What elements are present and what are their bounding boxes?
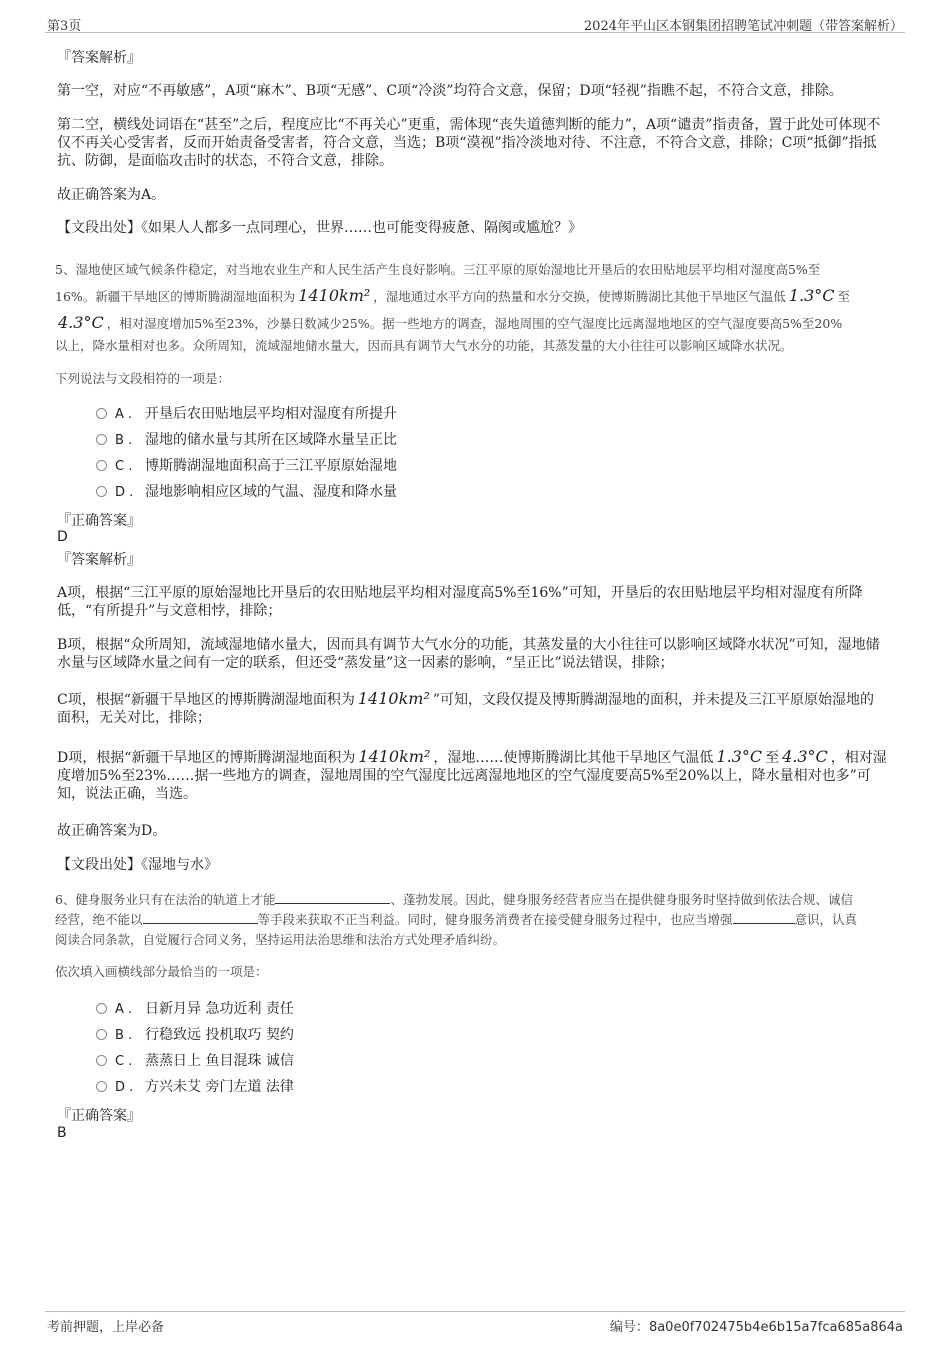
- document-title: 2024年平山区本钢集团招聘笔试冲刺题（带答案解析）: [583, 19, 903, 34]
- q5-explain-a: A项，根据“三江平原的原始湿地比开垦后的农田贴地层平均相对湿度高5%至16%”可知，开垦后的农田贴地层平均相对湿度有所降低，“有所提升”与文意相悖，排除；: [57, 585, 863, 619]
- page-footer: [45, 1311, 905, 1334]
- q5-conclusion: 故正确答案为D。: [57, 823, 167, 839]
- math-temp-low: 1.3°C: [788, 286, 835, 305]
- q5-option-c[interactable]: C . 博斯腾湖湿地面积高于三江平原原始湿地: [96, 457, 397, 476]
- radio-icon[interactable]: [96, 1003, 107, 1014]
- q5-option-a[interactable]: A . 开垦后农田贴地层平均相对湿度有所提升: [96, 405, 397, 424]
- q6-text-line-3: 阅读合同条款，自觉履行合同义务，坚持运用法治思维和法治方式处理矛盾纠纷。: [55, 932, 506, 947]
- source: 【文段出处】《如果人人都多一点同理心，世界……也可能变得疲惫、隔阂或尴尬？》: [57, 220, 582, 236]
- explain-para-1: 第一空，对应“不再敏感”，A项“麻木”、B项“无感”、C项“冷淡”均符合文意，保留；D项“轻视”指瞧不起，不符合文意，排除。: [57, 83, 843, 99]
- radio-icon[interactable]: [96, 434, 107, 445]
- page-header: [45, 14, 905, 33]
- q6-option-c[interactable]: C . 蒸蒸日上 鱼目混珠 诚信: [96, 1052, 294, 1071]
- q5-prompt: 下列说法与文段相符的一项是：: [55, 371, 231, 386]
- q6-text-line-1: 6、健身服务业只有在法治的轨道上才能 、蓬勃发展。因此，健身服务经营者应当在提供健身服务时坚持做到依法合规、诚信: [55, 892, 853, 907]
- q6-option-d[interactable]: D . 方兴未艾 旁门左道 法律: [96, 1078, 294, 1097]
- conclusion: 故正确答案为A。: [57, 187, 166, 203]
- q6-prompt: 依次填入画横线部分最恰当的一项是：: [55, 964, 268, 979]
- radio-icon[interactable]: [96, 408, 107, 419]
- q5-text-line-2: 16%。新疆干旱地区的博斯腾湖湿地面积为 1410km² ，湿地通过水平方向的热量和水分交换，使博斯腾湖比其他干旱地区气温低 1.3°C 至: [55, 286, 851, 305]
- radio-icon[interactable]: [96, 1029, 107, 1040]
- fill-blank-1[interactable]: [275, 891, 390, 904]
- q6-option-b[interactable]: B . 行稳致远 投机取巧 契约: [96, 1026, 294, 1045]
- fill-blank-3[interactable]: [733, 911, 795, 924]
- radio-icon[interactable]: [96, 460, 107, 471]
- footer-slogan: 考前押题，上岸必备: [47, 1320, 165, 1335]
- page-number: 第3页: [47, 19, 82, 34]
- radio-icon[interactable]: [96, 486, 107, 497]
- correct-label: 『正确答案』: [57, 513, 141, 529]
- explain-para-2: 第二空，横线处词语在“甚至”之后，程度应比“不再关心”更重，需体现“丧失道德判断的能力”，A项“谴责”指责备，置于此处可体现不仅不再关心受害者，反而开始责备受害者，符合文意，当选；B项“漠视”指冷淡地对待、不注意，不符合文意，排除；C项“抵御”指抵抗、防御，是面临攻击时的状态，不符合文意，排除。: [57, 117, 881, 169]
- explain-label: 『答案解析』: [57, 552, 141, 568]
- radio-icon[interactable]: [96, 1055, 107, 1066]
- q5-text-line-4: 以上，降水量相对也多。众所周知，流域湿地储水量大，因而具有调节大气水分的功能，其蒸发量的大小往往可以影响区域降水状况。: [55, 338, 793, 353]
- q5-source: 【文段出处】《湿地与水》: [57, 857, 218, 873]
- correct-label: 『正确答案』: [57, 1108, 141, 1124]
- q5-explain-d: D项，根据“新疆干旱地区的博斯腾湖湿地面积为 1410km² ，湿地……使博斯腾湖比其他干旱地区气温低 1.3°C 至 4.3°C ，相对湿度增加5%至23%……据一些地方的调查，湿地周围的空气湿度比远离湿地地区的空气湿度要高5%至20%以上，降水量相对也多”可知，说法正确，当选。: [57, 747, 887, 802]
- q5-answer: D: [57, 529, 68, 545]
- q6-option-a[interactable]: A . 日新月异 急功近利 责任: [96, 1000, 294, 1019]
- fill-blank-2[interactable]: [143, 911, 258, 924]
- q5-explain-b: B项，根据“众所周知，流域湿地储水量大，因而具有调节大气水分的功能，其蒸发量的大小往往可以影响区域降水状况”可知，湿地储水量与区域降水量之间有一定的联系，但还受“蒸发量”这一因素的影响，“呈正比”说法错误，排除；: [57, 637, 880, 671]
- q5-text-line-3: 4.3°C ，相对湿度增加5%至23%，沙暴日数减少25%。据一些地方的调查，湿地周围的空气湿度比远离湿地地区的空气湿度要高5%至20%: [55, 311, 900, 335]
- q5-text-line-1: 5、湿地使区域气候条件稳定，对当地农业生产和人民生活产生良好影响。三江平原的原始湿地比开垦后的农田贴地层平均相对湿度高5%至: [55, 262, 821, 277]
- math-area: 1410km²: [298, 286, 371, 305]
- q6-answer: B: [57, 1125, 67, 1141]
- math-temp-high: 4.3°C: [58, 313, 104, 332]
- radio-icon[interactable]: [96, 1081, 107, 1092]
- q5-option-b[interactable]: B . 湿地的储水量与其所在区域降水量呈正比: [96, 431, 397, 450]
- explain-label: 『答案解析』: [57, 50, 141, 66]
- q5-option-d[interactable]: D . 湿地影响相应区域的气温、湿度和降水量: [96, 483, 397, 502]
- document-code: 编号：8a0e0f702475b4e6b15a7fca685a864a: [609, 1320, 903, 1335]
- q6-text-line-2: 经营，绝不能以 等手段来获取不正当利益。同时，健身服务消费者在接受健身服务过程中，也应当增强 意识，认真: [55, 912, 858, 927]
- q5-explain-c: C项，根据“新疆干旱地区的博斯腾湖湿地面积为 1410km² ”可知，文段仅提及博斯腾湖湿地的面积，并未提及三江平原原始湿地的面积，无关对比，排除；: [57, 689, 875, 726]
